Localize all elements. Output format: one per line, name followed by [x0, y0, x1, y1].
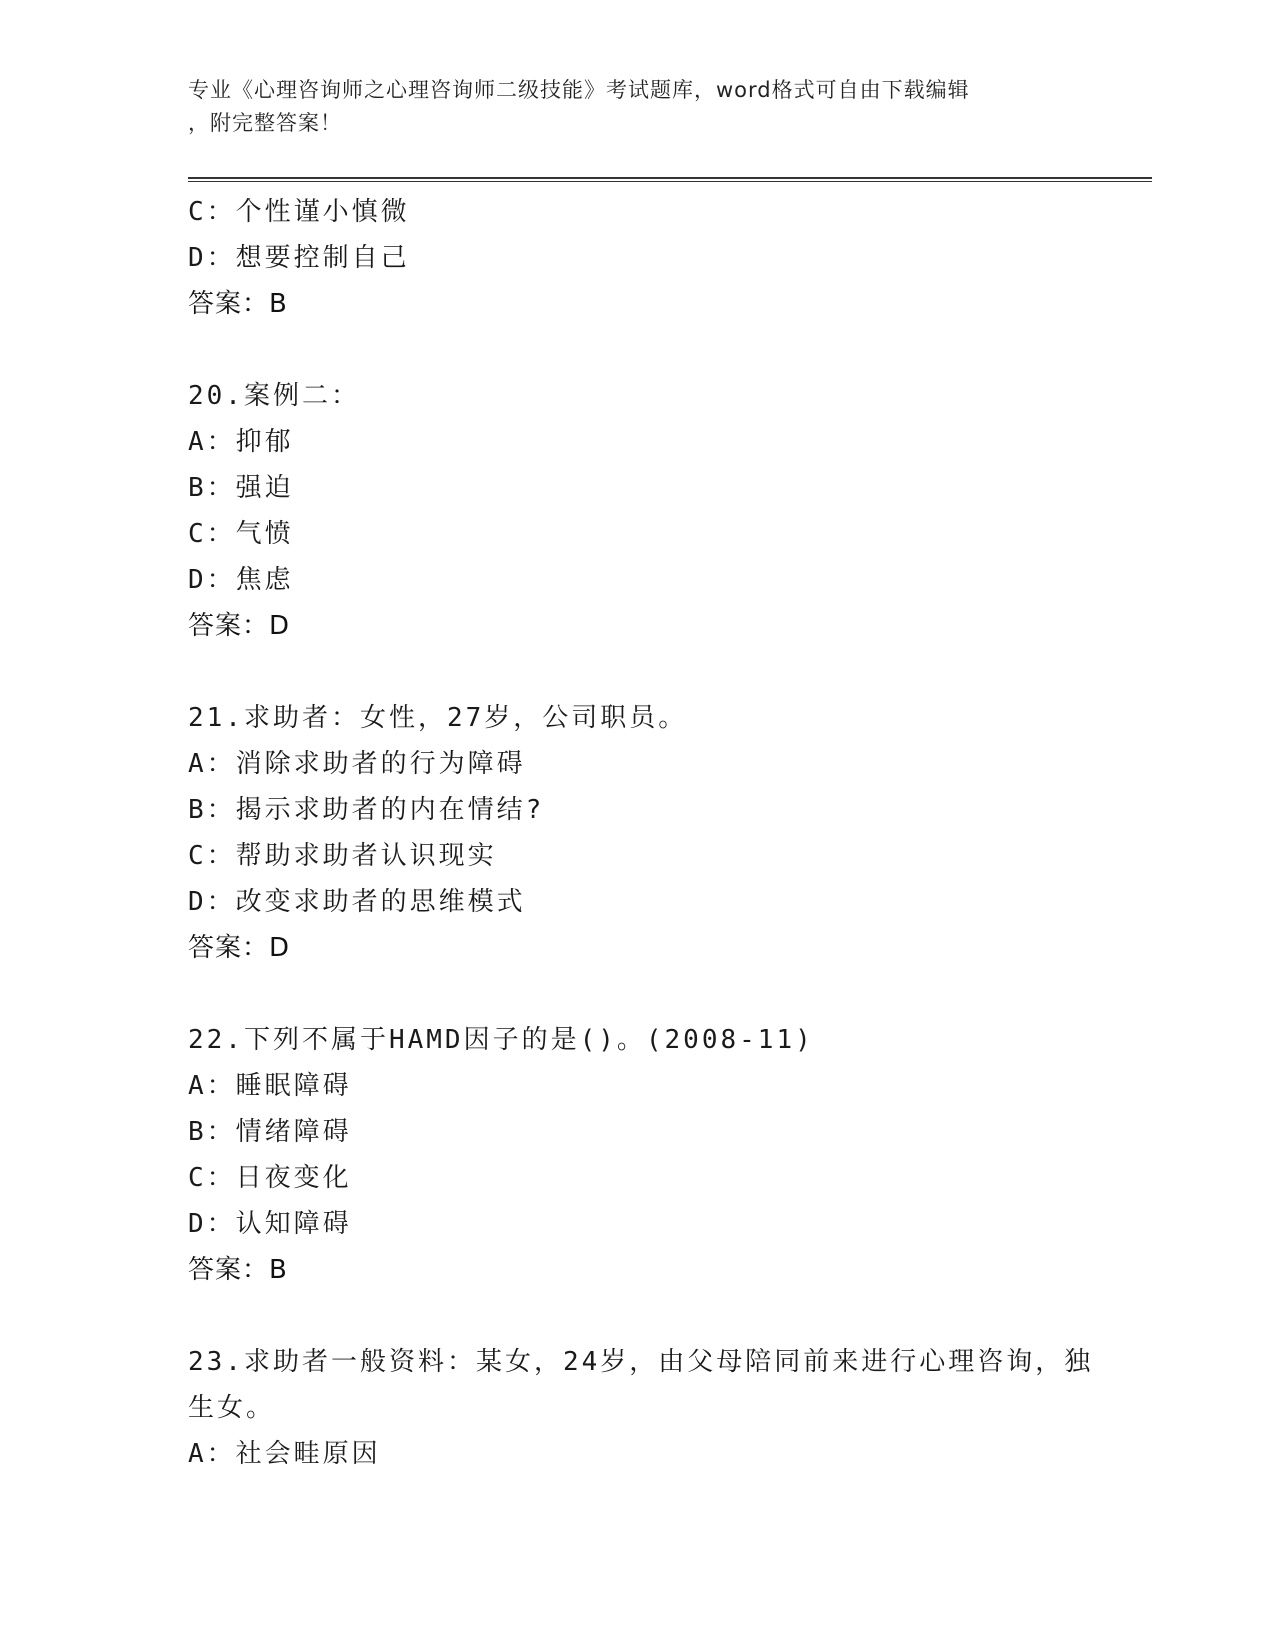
q20-option-c: C：气愤 — [188, 519, 294, 549]
q20-question: 20.案例二： — [188, 381, 360, 411]
q22-question: 22.下列不属于HAMD因子的是()。(2008-11) — [188, 1025, 814, 1055]
q21-option-b: B：揭示求助者的内在情结? — [188, 795, 545, 825]
q22-option-c: C：日夜变化 — [188, 1163, 352, 1193]
q20-option-a: A：抑郁 — [188, 427, 294, 457]
q22-answer: 答案：B — [188, 1255, 288, 1285]
q21-option-d: D：改变求助者的思维模式 — [188, 887, 526, 917]
q21-answer: 答案：D — [188, 933, 291, 963]
prev-answer: 答案：B — [188, 289, 288, 319]
q23-question-line2: 生女。 — [188, 1393, 276, 1423]
q23-question-line1: 23.求助者一般资料：某女，24岁，由父母陪同前来进行心理咨询，独 — [188, 1347, 1094, 1377]
q20-answer: 答案：D — [188, 611, 291, 641]
header-title-line1: 专业《心理咨询师之心理咨询师二级技能》考试题库，word格式可自由下载编辑 — [188, 78, 970, 102]
q22-option-b: B：情绪障碍 — [188, 1117, 352, 1147]
document-body — [188, 189, 1094, 1477]
q21-option-c: C：帮助求助者认识现实 — [188, 841, 497, 871]
q22-option-a: A：睡眠障碍 — [188, 1071, 352, 1101]
q21-question: 21.求助者：女性，27岁，公司职员。 — [188, 703, 688, 733]
spacer — [188, 971, 1088, 1017]
prev-option-c: C：个性谨小慎微 — [188, 197, 410, 227]
q22-option-d: D：认知障碍 — [188, 1209, 352, 1239]
spacer — [188, 649, 1088, 695]
q20-option-b: B：强迫 — [188, 473, 294, 503]
header-divider — [188, 177, 1152, 182]
header-title-line2: ，附完整答案！ — [188, 111, 342, 135]
spacer — [188, 327, 1088, 373]
spacer — [188, 1293, 1088, 1339]
document-header — [188, 74, 1088, 140]
q20-option-d: D：焦虑 — [188, 565, 294, 595]
q23-option-a: A：社会畦原因 — [188, 1439, 381, 1469]
q21-option-a: A：消除求助者的行为障碍 — [188, 749, 526, 779]
prev-option-d: D：想要控制自己 — [188, 243, 410, 273]
